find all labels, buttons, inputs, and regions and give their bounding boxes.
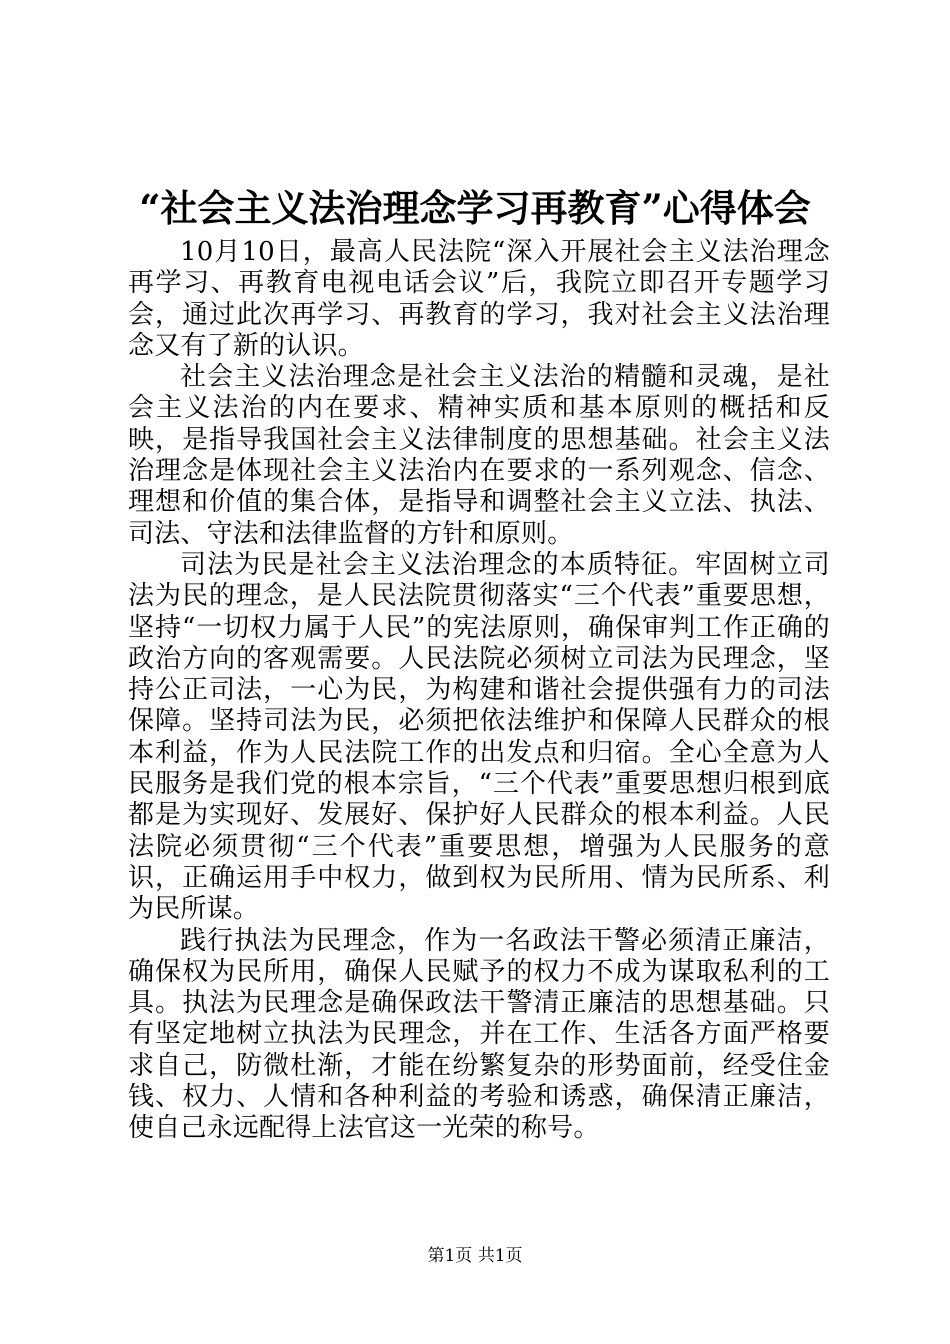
paragraph-2: 社会主义法治理念是社会主义法治的精髓和灵魂，是社会主义法治的内在要求、精神实质和基本原则的概括和反映，是指导我国社会主义法律制度的思想基础。社会主义法治理念是体现社会主义法治内在要求的一系列观念、信念、理想和价值的集合体，是指导和调整社会主义立法、执法、司法、守法和法律监督的方针和原则。 xyxy=(128,362,830,549)
paragraph-4: 践行执法为民理念，作为一名政法干警必须清正廉洁，确保权为民所用，确保人民赋予的权力不成为谋取私利的工具。执法为民理念是确保政法干警清正廉洁的思想基础。只有坚定地树立执法为民理念，并在工作、生活各方面严格要求自己，防微杜渐，才能在纷繁复杂的形势面前，经受住金钱、权力、人情和各种利益的考验和诱惑，确保清正廉洁，使自己永远配得上法官这一光荣的称号。 xyxy=(128,925,830,1144)
page-title: “社会主义法治理念学习再教育”心得体会 xyxy=(139,186,811,230)
paragraph-1: 10月10日，最高人民法院“深入开展社会主义法治理念再学习、再教育电视电话会议”后，我院立即召开专题学习会，通过此次再学习、再教育的学习，我对社会主义法治理念又有了新的认识。 xyxy=(128,237,830,361)
document-body xyxy=(128,237,830,1145)
page-number-footer: 第1页 共1页 xyxy=(427,1246,523,1266)
paragraph-3: 司法为民是社会主义法治理念的本质特征。牢固树立司法为民的理念，是人民法院贯彻落实“三个代表”重要思想，坚持“一切权力属于人民”的宪法原则，确保审判工作正确的政治方向的客观需要。人民法院必须树立司法为民理念，坚持公正司法，一心为民，为构建和谐社会提供强有力的司法保障。坚持司法为民，必须把依法维护和保障人民群众的根本利益，作为人民法院工作的出发点和归宿。全心全意为人民服务是我们党的根本宗旨，“三个代表”重要思想归根到底都是为实现好、发展好、保护好人民群众的根本利益。人民法院必须贯彻“三个代表”重要思想，增强为人民服务的意识，正确运用手中权力，做到权为民所用、情为民所系、利为民所谋。 xyxy=(128,549,830,925)
